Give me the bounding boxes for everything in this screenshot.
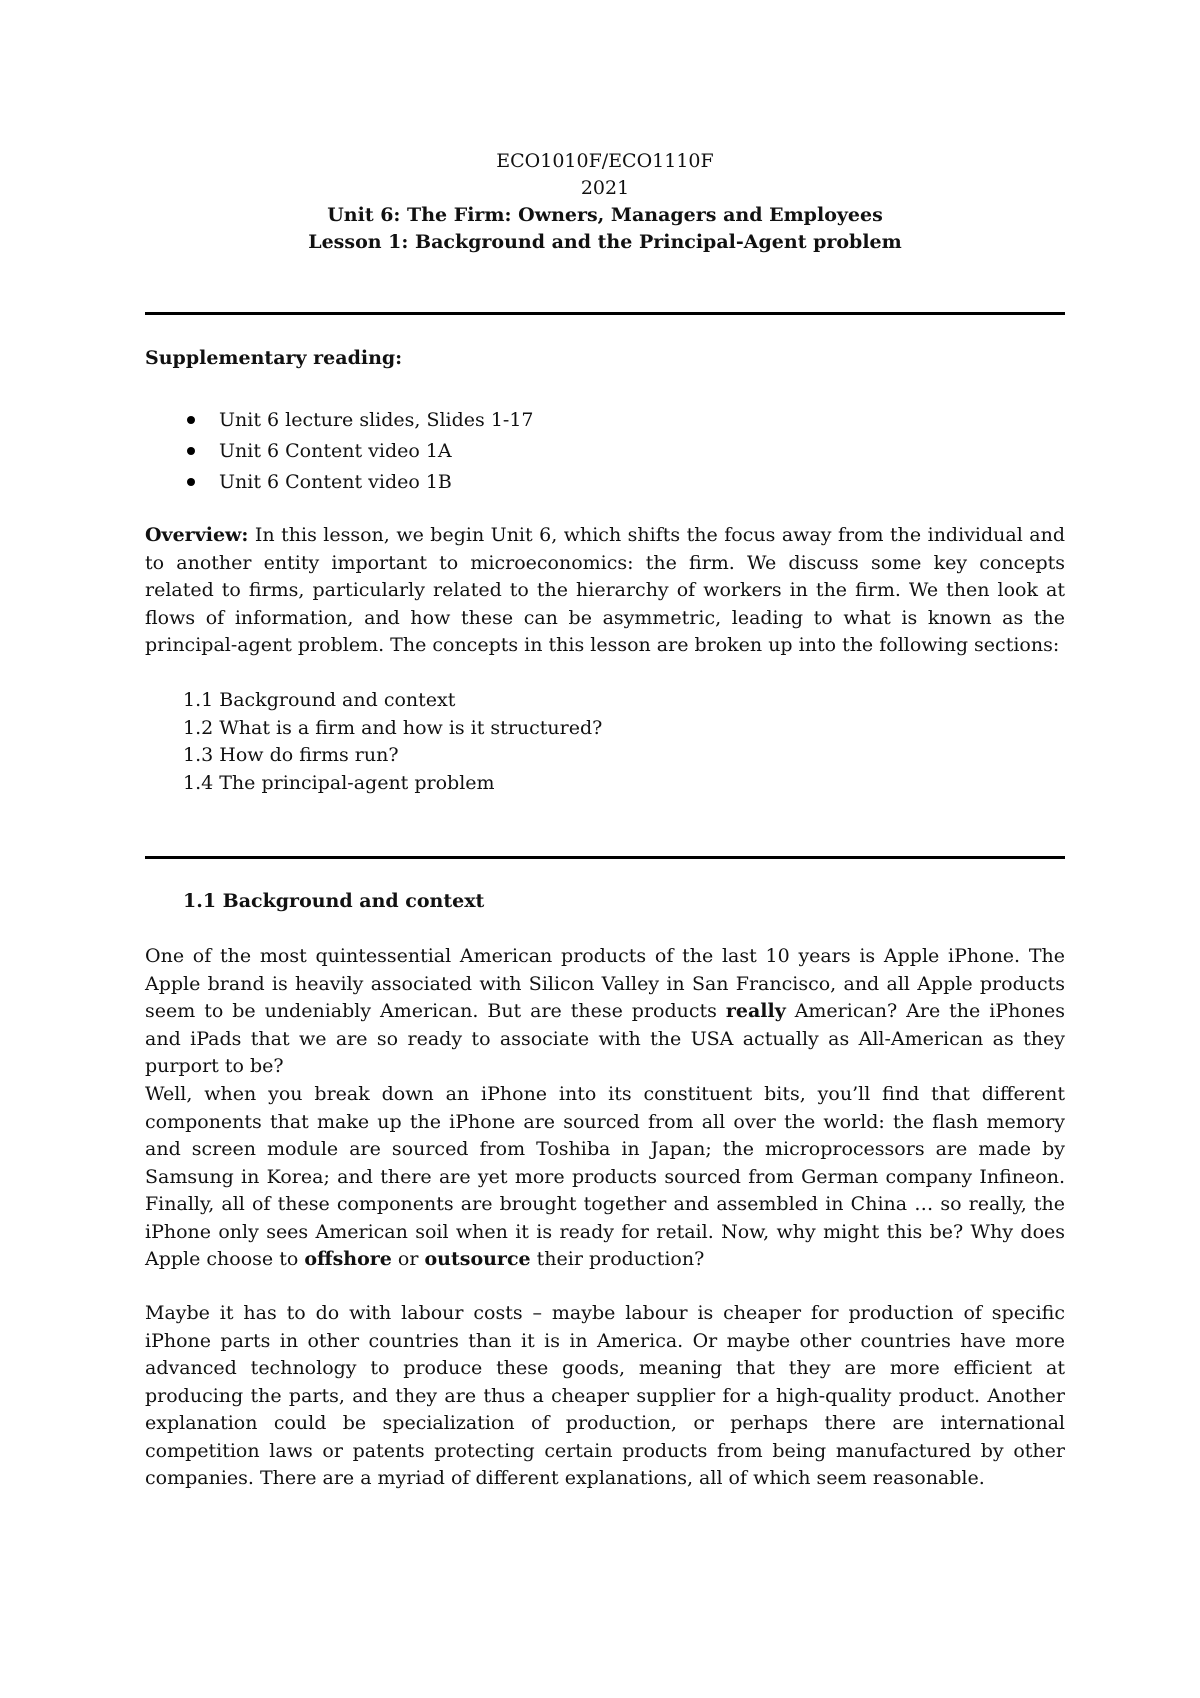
body-paragraph-2 [145,1081,1065,1274]
bullet-icon [187,478,195,486]
emphasis-text: really [725,1000,786,1022]
bullet-icon [187,416,195,424]
body-paragraph-1 [145,943,1065,1081]
list-item [145,467,1065,498]
emphasis-text: offshore [304,1248,392,1270]
list-item-text: Unit 6 Content video 1A [219,440,452,462]
list-item: 1.2 What is a firm and how is it structured? [183,716,603,739]
paragraph-text: their production? [530,1248,705,1270]
overview-label: Overview: [145,524,249,546]
paragraph-text: American? Are the iPhones and iPads that we are so ready to associate with the USA actually as All-American as they purport to be? [145,1000,1066,1077]
sections-list [145,687,1065,797]
document-header [145,148,1065,256]
body-paragraph-3: Maybe it has to do with labour costs – maybe labour is cheaper for production of specific iPhone parts in other countries than it is in America. Or maybe other countries have more advanced technology to produce these goods, meaning that they are more efficient at producing the parts, and they are thus a cheaper supplier for a high-quality product. Another explanation could be specialization of production, or perhaps there are international competition laws or patents protecting certain products from being manufactured by other companies. There are a myriad of different explanations, all of which seem reasonable. [145,1302,1065,1489]
list-item-text: Unit 6 lecture slides, Slides 1-17 [219,409,534,431]
paragraph-text: Well, when you break down an iPhone into its constituent bits, you’ll find that different components that make up the iPhone are sourced from all over the world: the flash memory and screen module are sourced from Toshiba in Japan; the microprocessors are made by Samsung in Korea; and there are yet more products sourced from German company Infineon. Finally, all of these components are brought together and assembled in China … so really, the iPhone only sees American soil when it is ready for retail. Now, why might this be? Why does Apple choose to [145,1083,1065,1270]
divider-top [145,312,1065,315]
section-heading: 1.1 Background and context [183,890,485,912]
supplementary-list [145,405,1065,498]
lesson-title: Lesson 1: Background and the Principal-Agent problem [308,231,902,253]
list-item: 1.4 The principal-agent problem [183,771,495,794]
overview-text: In this lesson, we begin Unit 6, which shifts the focus away from the individual and to another entity important to microeconomics: the firm. We discuss some key concepts related to firms, particularly related to the hierarchy of workers in the firm. We then look at flows of information, and how these can be asymmetric, leading to what is known as the principal-agent problem. The concepts in this lesson are broken up into the following sections: [145,524,1065,656]
list-item: 1.3 How do firms run? [183,744,399,766]
paragraph-text: or [391,1248,425,1270]
overview-paragraph [145,522,1065,660]
list-item [145,405,1065,436]
list-item: 1.1 Background and context [183,689,456,711]
course-code: ECO1010F/ECO1110F [496,150,714,172]
list-item-text: Unit 6 Content video 1B [219,471,452,493]
paragraph-text: One of the most quintessential American products of the last 10 years is Apple iPhone. The Apple brand is heavily associated with Silicon Valley in San Francisco, and all Apple products seem to be undeniably American. But are these products [145,945,1065,1022]
list-item [145,436,1065,467]
supplementary-heading: Supplementary reading: [145,347,403,369]
divider-middle [145,856,1065,859]
emphasis-text: outsource [424,1248,531,1270]
unit-title: Unit 6: The Firm: Owners, Managers and Employees [327,204,883,226]
bullet-icon [187,447,195,455]
course-year: 2021 [580,177,630,199]
